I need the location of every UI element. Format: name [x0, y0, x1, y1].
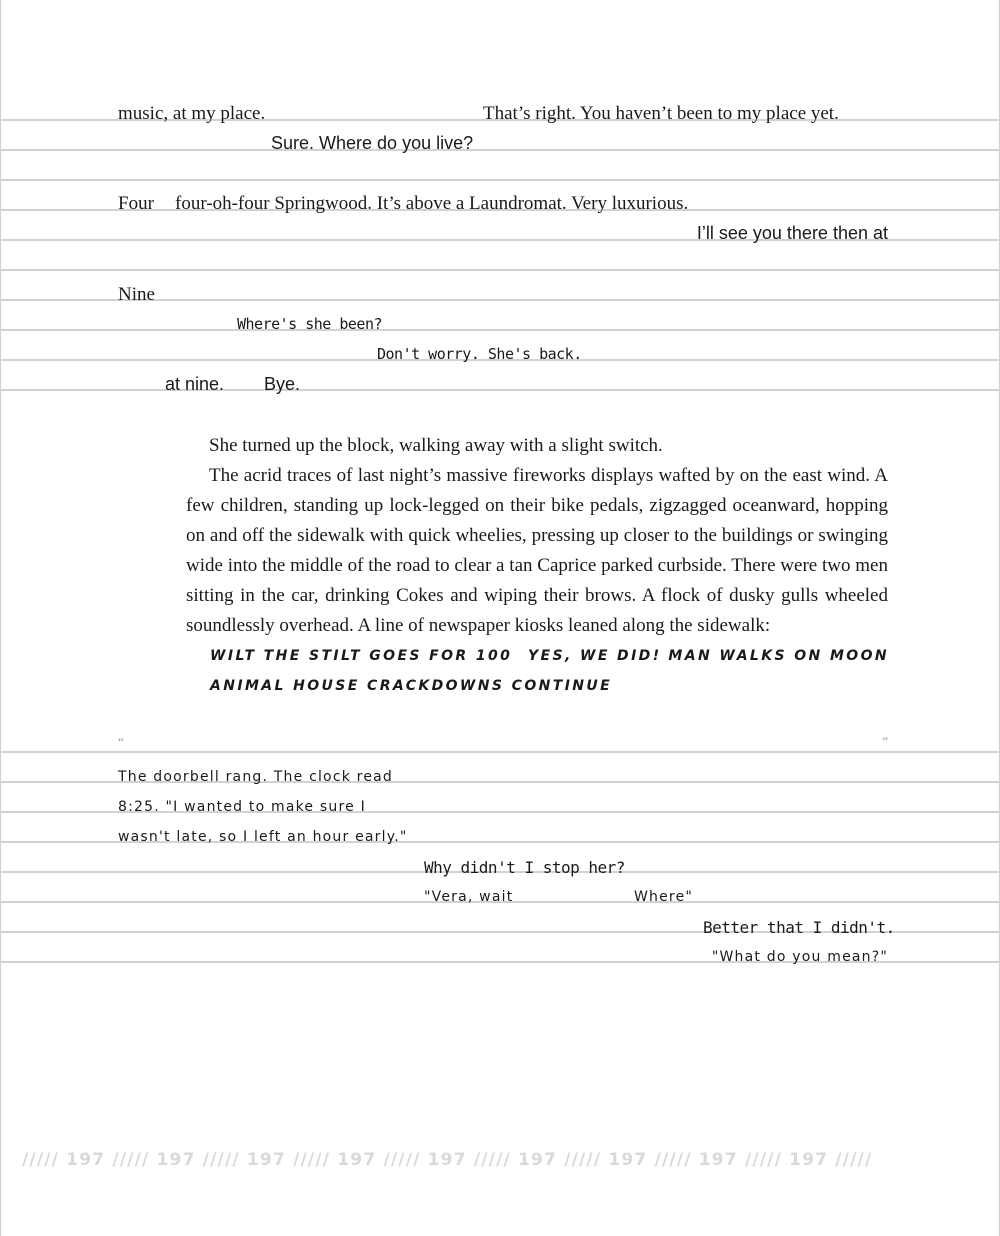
- dialogue-line: four-oh-four Springwood. It’s above a Laundromat. Very luxurious.: [175, 193, 689, 214]
- dialogue-line: Where's she been?: [237, 315, 383, 333]
- dialogue-line: That’s right. You haven’t been to my place yet.: [483, 103, 839, 124]
- dialogue-line: Four: [118, 193, 154, 214]
- rule-line: [0, 269, 1000, 271]
- headline: WILT THE STILT GOES FOR 100: [210, 648, 513, 664]
- rule-line: [0, 751, 1000, 753]
- dialogue-line: Better that I didn't.: [703, 918, 895, 937]
- page-left-edge: [0, 0, 1, 1236]
- rule-line: [0, 389, 1000, 391]
- dialogue-line: music, at my place.: [118, 103, 266, 124]
- headline: MAN WALKS ON MOON: [668, 648, 889, 664]
- dialogue-line: wasn't late, so I left an hour early.": [118, 829, 408, 845]
- dialogue-line: "Vera, wait: [424, 889, 514, 905]
- rule-line: [0, 329, 1000, 331]
- headline: ANIMAL HOUSE CRACKDOWNS CONTINUE: [210, 678, 613, 694]
- rule-line: [0, 149, 1000, 151]
- headline: YES, WE DID!: [528, 648, 662, 664]
- page-number-footer: ///// 197 ///// 197 ///// 197 ///// 197 ///// 197 ///// 197 ///// 197 ///// 197 ///// 197 /////: [22, 1150, 873, 1170]
- close-quote-mark: ”: [882, 734, 888, 749]
- rule-line: [0, 179, 1000, 181]
- body-text: [186, 431, 888, 641]
- paragraph: She turned up the block, walking away with a slight switch.: [209, 435, 663, 456]
- dialogue-line: I’ll see you there then at: [696, 223, 888, 243]
- dialogue-line: Sure. Where do you live?: [271, 133, 474, 153]
- paragraph: The acrid traces of last night’s massive fireworks displays wafted by on the east wind. A few children, standing up lock-legged on their bike pedals, zigzagged oceanward, hopping on and off the sidewalk with quick wheelies, pressing up closer to the buildings or swinging wide into the middle of the road to clear a tan Caprice parked curbside. There were two men sitting in the car, drinking Cokes and wiping their brows. A flock of dusky gulls wheeled soundlessly overhead. A line of newspaper kiosks leaned along the sidewalk:: [186, 465, 888, 636]
- dialogue-line: Where": [634, 889, 694, 905]
- open-quote-mark: “: [118, 734, 124, 749]
- dialogue-line: 8:25. "I wanted to make sure I: [118, 799, 366, 815]
- dialogue-line: Nine: [118, 284, 155, 305]
- dialogue-line: The doorbell rang. The clock read: [118, 769, 394, 785]
- dialogue-line: "What do you mean?": [711, 949, 888, 965]
- dialogue-line: Why didn't I stop her?: [424, 858, 625, 877]
- dialogue-line: Don't worry. She's back.: [377, 345, 582, 363]
- dialogue-line: Bye.: [264, 374, 301, 394]
- dialogue-line: at nine.: [165, 374, 225, 394]
